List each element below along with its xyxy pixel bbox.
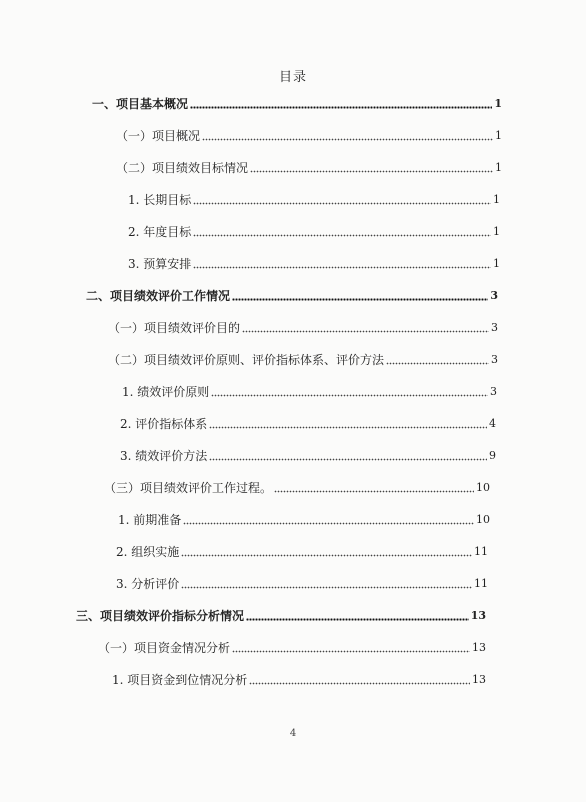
- toc-entry-label: 2. 组织实施: [116, 545, 180, 559]
- toc-entry-page: 13: [472, 673, 486, 686]
- toc-entry-1-2-1[interactable]: [128, 192, 500, 208]
- toc-entry-1-1[interactable]: [116, 128, 502, 144]
- toc-entry-label: 二、项目绩效评价工作情况: [86, 289, 231, 303]
- toc-entry-label: 3. 分析评价: [116, 577, 180, 591]
- toc-entry-page: 10: [476, 481, 490, 494]
- toc-entry-page: 1: [493, 193, 500, 206]
- toc-entry-page: 3: [491, 321, 498, 334]
- toc-entry-label: 3. 绩效评价方法: [120, 449, 208, 463]
- toc-entry-label: 2. 评价指标体系: [120, 417, 208, 431]
- toc-leader-dots: [181, 554, 472, 557]
- toc-entry-label: 1. 项目资金到位情况分析: [112, 673, 248, 687]
- toc-entry-page: 11: [474, 545, 488, 558]
- toc-leader-dots: [193, 266, 491, 269]
- toc-entry-page: 13: [472, 641, 486, 654]
- toc-entry-page: 9: [489, 449, 496, 462]
- toc-entry-label: 1. 绩效评价原则: [122, 385, 210, 399]
- toc-entry-2-3-1[interactable]: [118, 512, 490, 528]
- toc-entry-2-3-3[interactable]: [116, 576, 488, 592]
- toc-entry-label: 3. 预算安排: [128, 257, 192, 271]
- toc-entry-page: 10: [476, 513, 490, 526]
- toc-leader-dots: [249, 682, 470, 685]
- toc-entry-page: 1: [493, 225, 500, 238]
- page-number: 4: [289, 728, 297, 739]
- toc-entry-label: （一）项目资金情况分析: [98, 641, 231, 655]
- toc-leader-dots: [386, 362, 489, 365]
- toc-leader-dots: [250, 170, 493, 173]
- toc-entry-2-2-3[interactable]: [120, 448, 496, 464]
- toc-entry-label: 三、项目绩效评价指标分析情况: [76, 609, 245, 623]
- toc-entry-label: 1. 长期目标: [128, 193, 192, 207]
- toc-entry-page: 11: [474, 577, 488, 590]
- toc-leader-dots: [209, 426, 487, 429]
- toc-entry-page: 3: [491, 353, 498, 366]
- toc-leader-dots: [209, 458, 487, 461]
- toc-entry-label: （二）项目绩效评价原则、评价指标体系、评价方法: [108, 353, 385, 367]
- toc-leader-dots: [193, 234, 491, 237]
- toc-entry-label: 2. 年度目标: [128, 225, 192, 239]
- toc-leader-dots: [190, 106, 492, 109]
- toc-entry-2-3[interactable]: [104, 480, 490, 496]
- toc-entry-label: （一）项目概况: [116, 129, 201, 143]
- toc-leader-dots: [232, 650, 470, 653]
- toc-leader-dots: [183, 522, 474, 525]
- toc-entry-2-1[interactable]: [108, 320, 498, 336]
- toc-leader-dots: [202, 138, 493, 141]
- toc-entry-3[interactable]: [76, 608, 486, 624]
- toc-entry-page: 1: [493, 257, 500, 270]
- toc-entry-page: 1: [495, 129, 502, 142]
- toc-leader-dots: [181, 586, 472, 589]
- toc-entry-2-2-1[interactable]: [122, 384, 497, 400]
- toc-entry-label: （一）项目绩效评价目的: [108, 321, 241, 335]
- toc-entry-page: 13: [470, 609, 486, 622]
- toc-leader-dots: [211, 394, 488, 397]
- toc-entry-2[interactable]: [86, 288, 498, 304]
- toc-entry-1-2-3[interactable]: [128, 256, 500, 272]
- toc-leader-dots: [193, 202, 491, 205]
- toc-entry-page: 1: [495, 161, 502, 174]
- toc-entry-label: 1. 前期准备: [118, 513, 182, 527]
- toc-entry-page: 4: [489, 417, 496, 430]
- toc-entry-1-2[interactable]: [116, 160, 502, 176]
- toc-entry-page: 1: [494, 97, 502, 110]
- toc-title: 目录: [278, 70, 307, 85]
- toc-entry-2-2-2[interactable]: [120, 416, 496, 432]
- toc-entry-page: 3: [490, 385, 497, 398]
- toc-entry-label: （二）项目绩效目标情况: [116, 161, 249, 175]
- toc-entry-label: 一、项目基本概况: [92, 97, 189, 111]
- toc-entry-3-1[interactable]: [98, 640, 486, 656]
- toc-entry-2-2[interactable]: [108, 352, 498, 368]
- toc-leader-dots: [242, 330, 489, 333]
- toc-entry-3-1-1[interactable]: [112, 672, 486, 688]
- toc-leader-dots: [246, 618, 469, 621]
- toc-entry-1[interactable]: [92, 96, 502, 112]
- toc-entry-page: 3: [490, 289, 498, 302]
- toc-entry-1-2-2[interactable]: [128, 224, 500, 240]
- toc-leader-dots: [274, 490, 474, 493]
- toc-entry-label: （三）项目绩效评价工作过程。: [104, 481, 273, 495]
- toc-entry-2-3-2[interactable]: [116, 544, 488, 560]
- toc-leader-dots: [232, 298, 488, 301]
